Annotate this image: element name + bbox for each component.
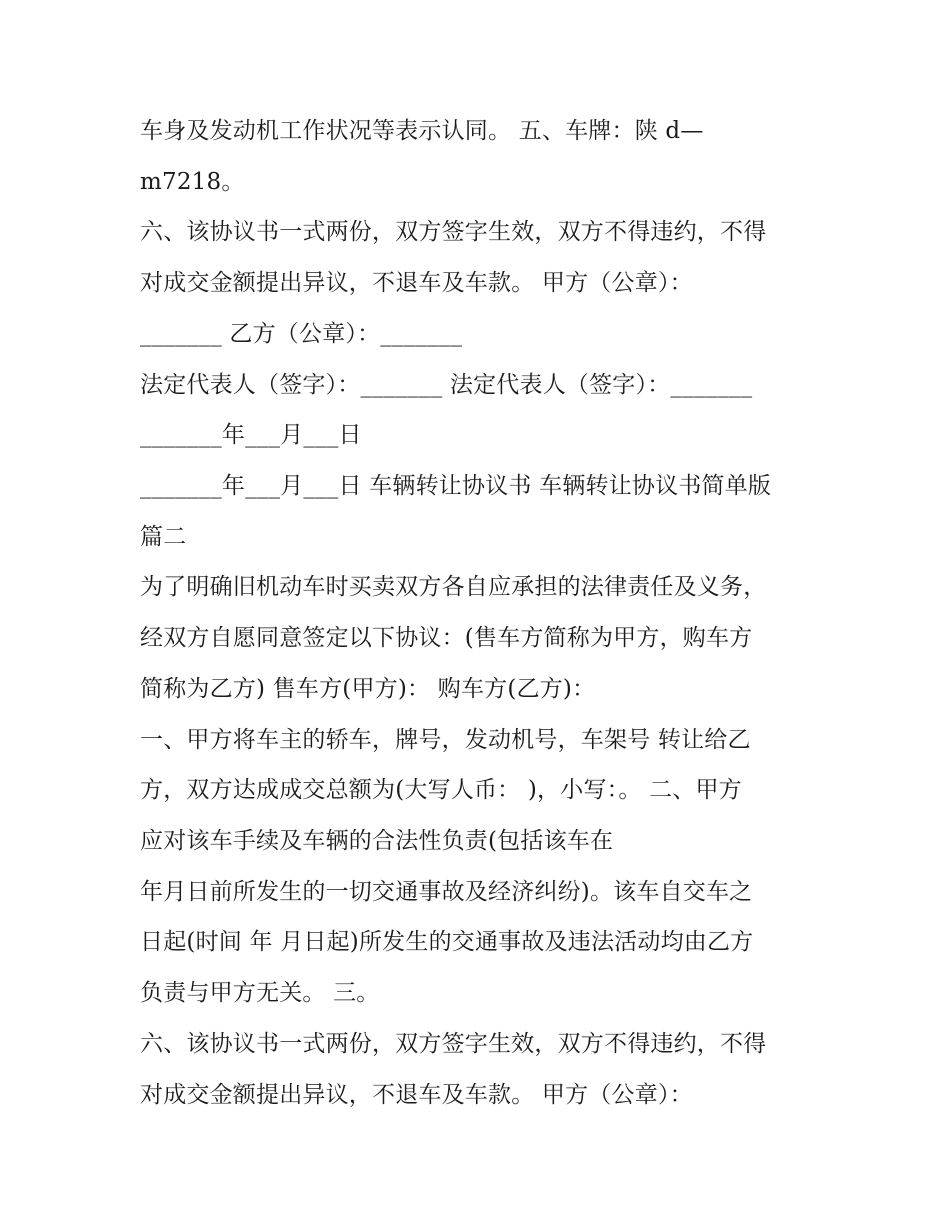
date-line: _______年___月___日 <box>140 422 362 448</box>
text-line: 一、甲方将车主的轿车，牌号，发动机号，车架号 转让给乙 <box>140 727 751 753</box>
text-line: 对成交金额提出异议，不退车及车款。 甲方（公章）： <box>140 270 693 296</box>
text-line: 方，双方达成成交总额为(大写人币： )，小写：。 二、甲方 <box>140 777 742 803</box>
text-line: 车身及发动机工作状况等表示认同。 五、车牌：陕 d— <box>140 118 704 144</box>
text-line: 经双方自愿同意签定以下协议：(售车方简称为甲方，购车方 <box>140 625 753 651</box>
signature-line: 法定代表人（签字）：_______ 法定代表人（签字）：_______ <box>140 372 753 398</box>
text-line: 简称为乙方) 售车方(甲方)： 购车方(乙方)： <box>140 676 596 702</box>
text-line: 六、该协议书一式两份，双方签字生效，双方不得违约，不得 <box>140 1031 767 1057</box>
text-line: m7218。 <box>140 169 245 195</box>
text-line: 六、该协议书一式两份，双方签字生效，双方不得违约，不得 <box>140 219 767 245</box>
signature-line: _______ 乙方（公章）：_______ <box>140 321 463 347</box>
text-line: 负责与甲方无关。 三。 <box>140 980 380 1006</box>
section-heading: 篇二 <box>140 524 187 550</box>
text-line: 为了明确旧机动车时买卖双方各自应承担的法律责任及义务， <box>140 574 767 600</box>
text-line: 应对该车手续及车辆的合法性负责(包括该车在 <box>140 828 614 854</box>
text-line: 日起(时间 年 月日起)所发生的交通事故及违法活动均由乙方 <box>140 929 754 955</box>
date-title-line: _______年___月___日 车辆转让协议书 车辆转让协议书简单版 <box>140 473 772 499</box>
text-line: 年月日前所发生的一切交通事故及经济纠纷)。该车自交车之 <box>140 879 753 905</box>
text-line: 对成交金额提出异议，不退车及车款。 甲方（公章）： <box>140 1082 693 1108</box>
